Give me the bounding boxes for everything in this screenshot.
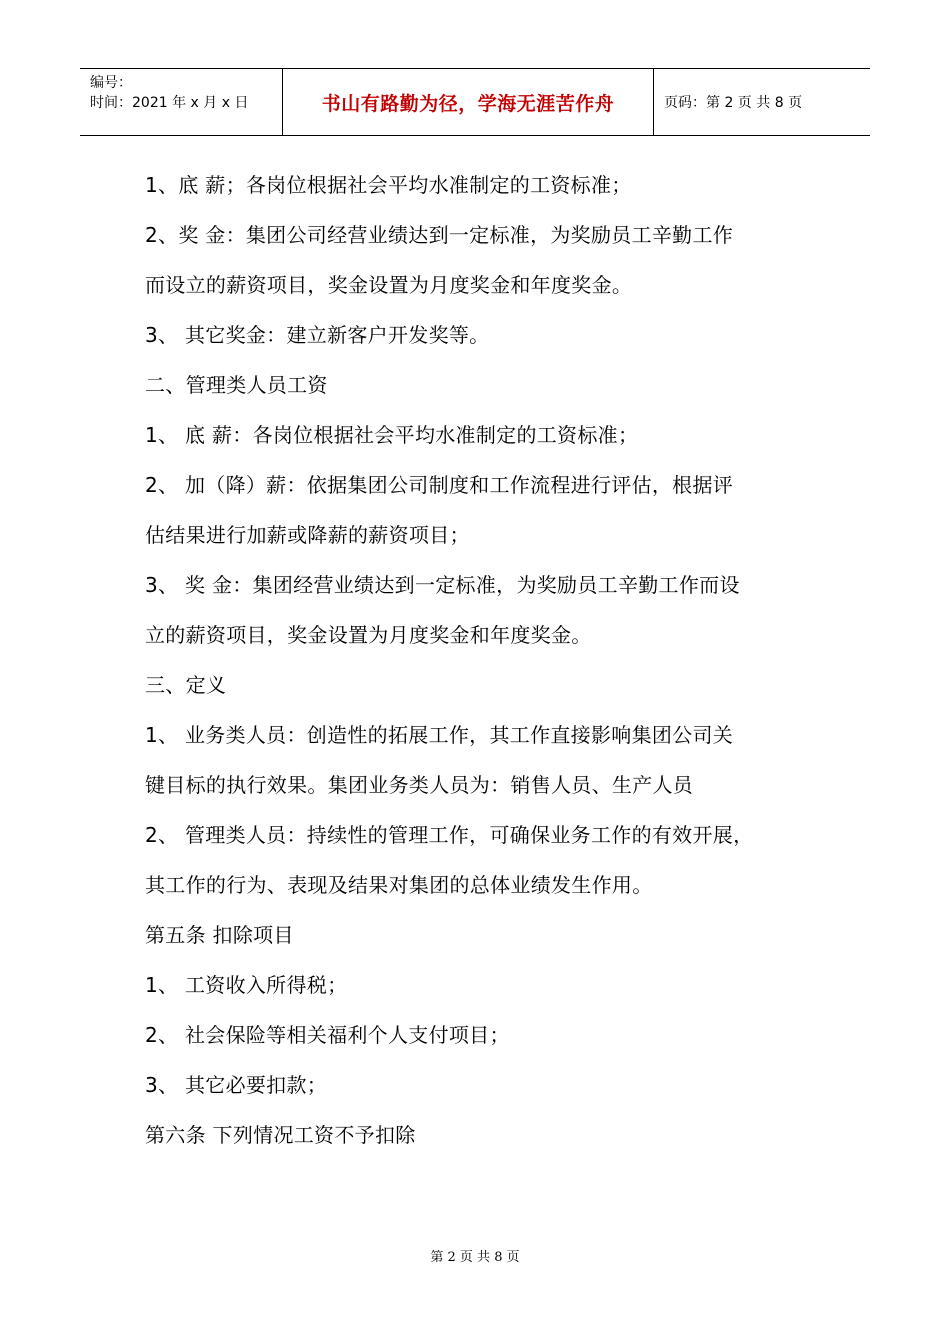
body-line: 其工作的行为、表现及结果对集团的总体业绩发生作用。 xyxy=(145,873,653,897)
body-line: 1、 工资收入所得税； xyxy=(145,973,348,997)
body-line: 2、奖 金：集团公司经营业绩达到一定标准，为奖励员工辛勤工作 xyxy=(145,223,734,247)
body-line: 1、底 薪；各岗位根据社会平均水准制定的工资标准； xyxy=(145,173,632,197)
body-line: 2、 管理类人员：持续性的管理工作，可确保业务工作的有效开展， xyxy=(145,823,754,847)
header-meta xyxy=(80,69,282,135)
header-page-info: 页码：第 2 页 共 8 页 xyxy=(664,95,803,111)
body-line: 立的薪资项目，奖金设置为月度奖金和年度奖金。 xyxy=(145,623,592,647)
body-line: 1、 底 薪：各岗位根据社会平均水准制定的工资标准； xyxy=(145,423,639,447)
header-time-label: 时间：2021 年 x 月 x 日 xyxy=(90,95,249,111)
body-line: 1、 业务类人员：创造性的拓展工作，其工作直接影响集团公司关 xyxy=(145,723,734,747)
document-header xyxy=(80,68,870,136)
header-number-label: 编号： xyxy=(90,75,132,91)
page-footer xyxy=(0,1246,950,1265)
article-heading: 第六条 下列情况工资不予扣除 xyxy=(145,1123,416,1147)
body-line: 键目标的执行效果。集团业务类人员为：销售人员、生产人员 xyxy=(145,773,694,797)
document-body xyxy=(145,160,825,1160)
body-line: 而设立的薪资项目，奖金设置为月度奖金和年度奖金。 xyxy=(145,273,633,297)
section-heading: 二、管理类人员工资 xyxy=(145,373,328,397)
body-line: 3、 其它必要扣款； xyxy=(145,1073,328,1097)
body-line: 3、 其它奖金：建立新客户开发奖等。 xyxy=(145,323,490,347)
body-line: 2、 社会保险等相关福利个人支付项目； xyxy=(145,1023,510,1047)
body-line: 估结果进行加薪或降薪的薪资项目； xyxy=(145,523,470,547)
header-motto-cell xyxy=(282,69,654,135)
body-line: 2、 加（降）薪：依据集团公司制度和工作流程进行评估，根据评 xyxy=(145,473,734,497)
header-motto: 书山有路勤为径，学海无涯苦作舟 xyxy=(321,92,615,115)
footer-page-number: 第 2 页 共 8 页 xyxy=(430,1250,520,1265)
header-page-cell xyxy=(654,69,870,135)
article-heading: 第五条 扣除项目 xyxy=(145,923,294,947)
section-heading: 三、定义 xyxy=(145,673,227,697)
body-line: 3、 奖 金：集团经营业绩达到一定标准，为奖励员工辛勤工作而设 xyxy=(145,573,740,597)
